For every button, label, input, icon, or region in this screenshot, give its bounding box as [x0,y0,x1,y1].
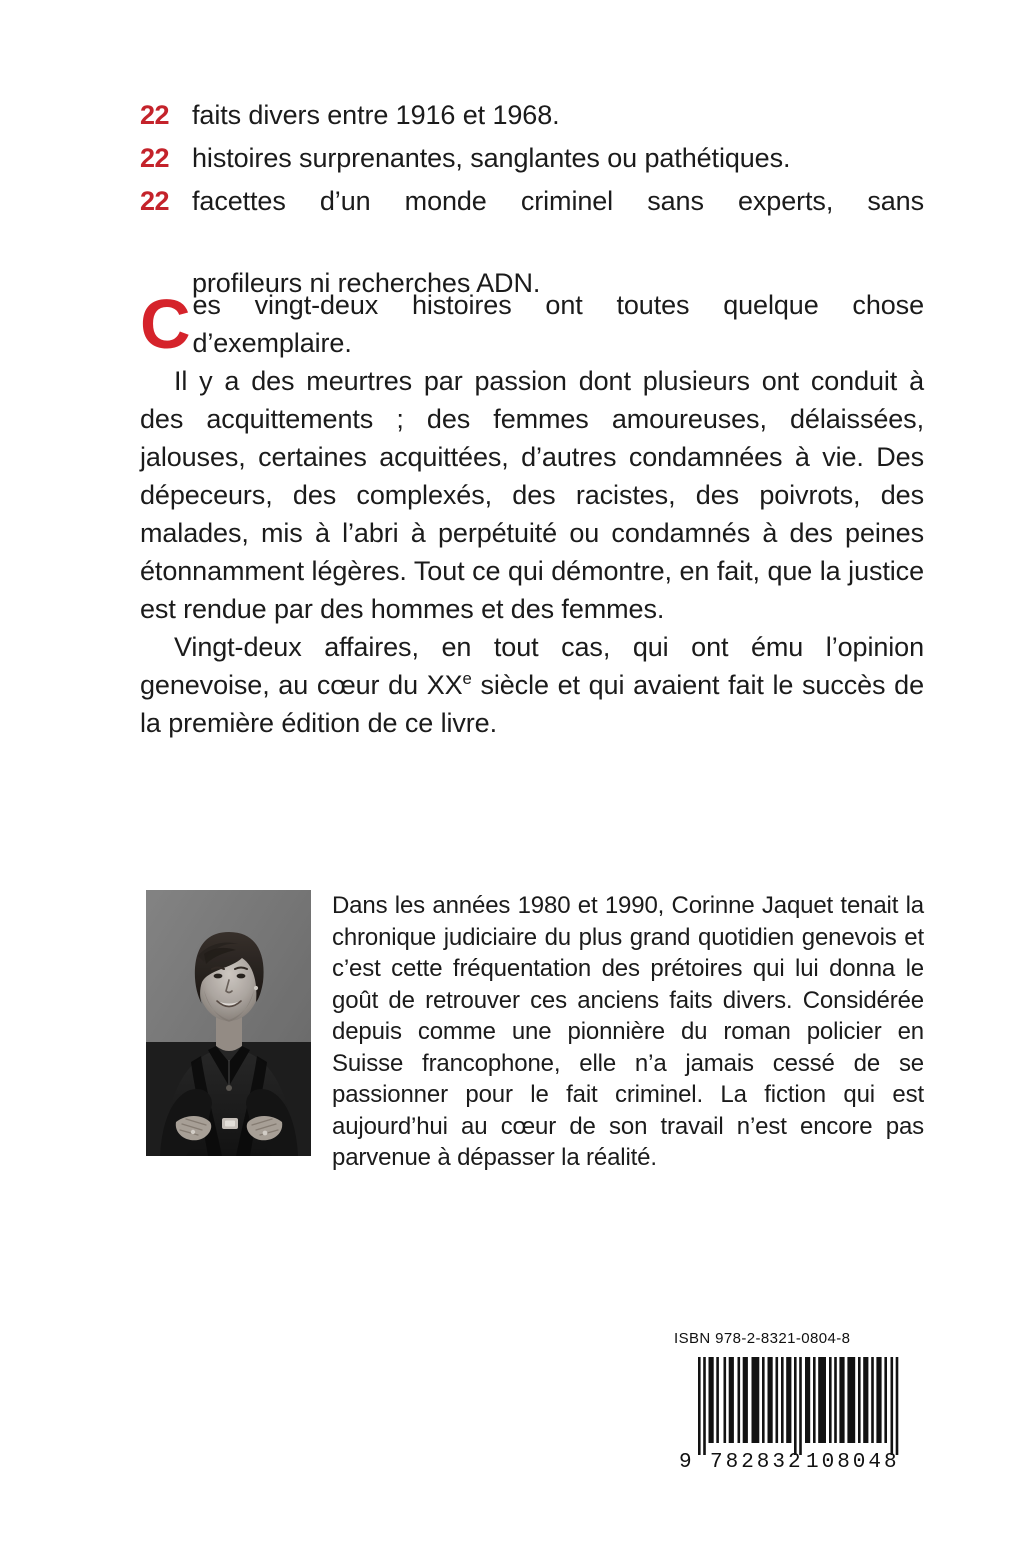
teaser-text: facettes d’un monde criminel sans experts, sans [192,186,924,216]
ean13-barcode [674,1353,914,1471]
barcode-lead-digit: 9 [679,1451,692,1471]
author-block [146,890,924,1174]
author-portrait-photo [146,890,311,1156]
teaser-text: faits divers entre 1916 et 1968. [192,100,560,130]
isbn-zone [674,1330,924,1471]
paragraph-three-part-a: Vingt-deux affaires, en tout cas, qui ont ému l’opinion genevoise, au cœur du XX [140,632,924,700]
isbn-label: ISBN 978-2-8321-0804-8 [674,1330,851,1347]
barcode-left-group: 782832 [710,1451,804,1471]
teaser-block [140,96,924,303]
paragraph-three-part-b: siècle et qui avaient fait le succès de la première édition de ce livre. [140,670,924,738]
author-bio-text: Dans les années 1980 et 1990, Corinne Jaquet tenait la chronique judiciaire du plus grand quotidien genevois et c’est cette fréquentation des prétoires qui lui donna le goût de retrouver ces anciens faits divers. Considérée depuis comme une pionnière du roman policier en Suisse francophone, elle n’a jamais cessé de se passionner pour le fait criminel. La fiction qui est aujourd’hui au cœur de son travail n’est encore pas parvenue à dépasser la réalité. [332,892,924,1171]
teaser-line [140,96,924,135]
paragraph-three [140,628,924,742]
teaser-text-continuation: profileurs ni recherches ADN. [192,268,541,298]
teaser-number: 22 [140,186,170,216]
ordinal-superscript: e [462,669,472,688]
teaser-line [140,139,924,178]
teaser-number: 22 [140,100,170,130]
teaser-text: histoires surprenantes, sanglantes ou pathétiques. [192,143,791,173]
paragraph-two: Il y a des meurtres par passion dont plusieurs ont conduit à des acquittements ; des femmes amoureuses, délaissées, jalouses, certaines acquittées, d’autres condamnées à vie. Des dépeceurs, des complexés, des racistes, des poivrots, des malades, mis à l’abri à perpétuité ou condamnés à des peines étonnamment légères. Tout ce qui démontre, en fait, que la justice est rendue par des hommes et des femmes. [140,366,924,624]
teaser-line [140,182,924,260]
paragraph-intro [140,286,924,362]
barcode-right-group: 108048 [806,1451,900,1471]
paragraph-intro-text: es vingt-deux histoires ont toutes quelque chose d’exemplaire. [192,290,924,358]
teaser-number: 22 [140,143,170,173]
drop-cap-letter: C [140,285,191,363]
body-copy [140,286,924,742]
